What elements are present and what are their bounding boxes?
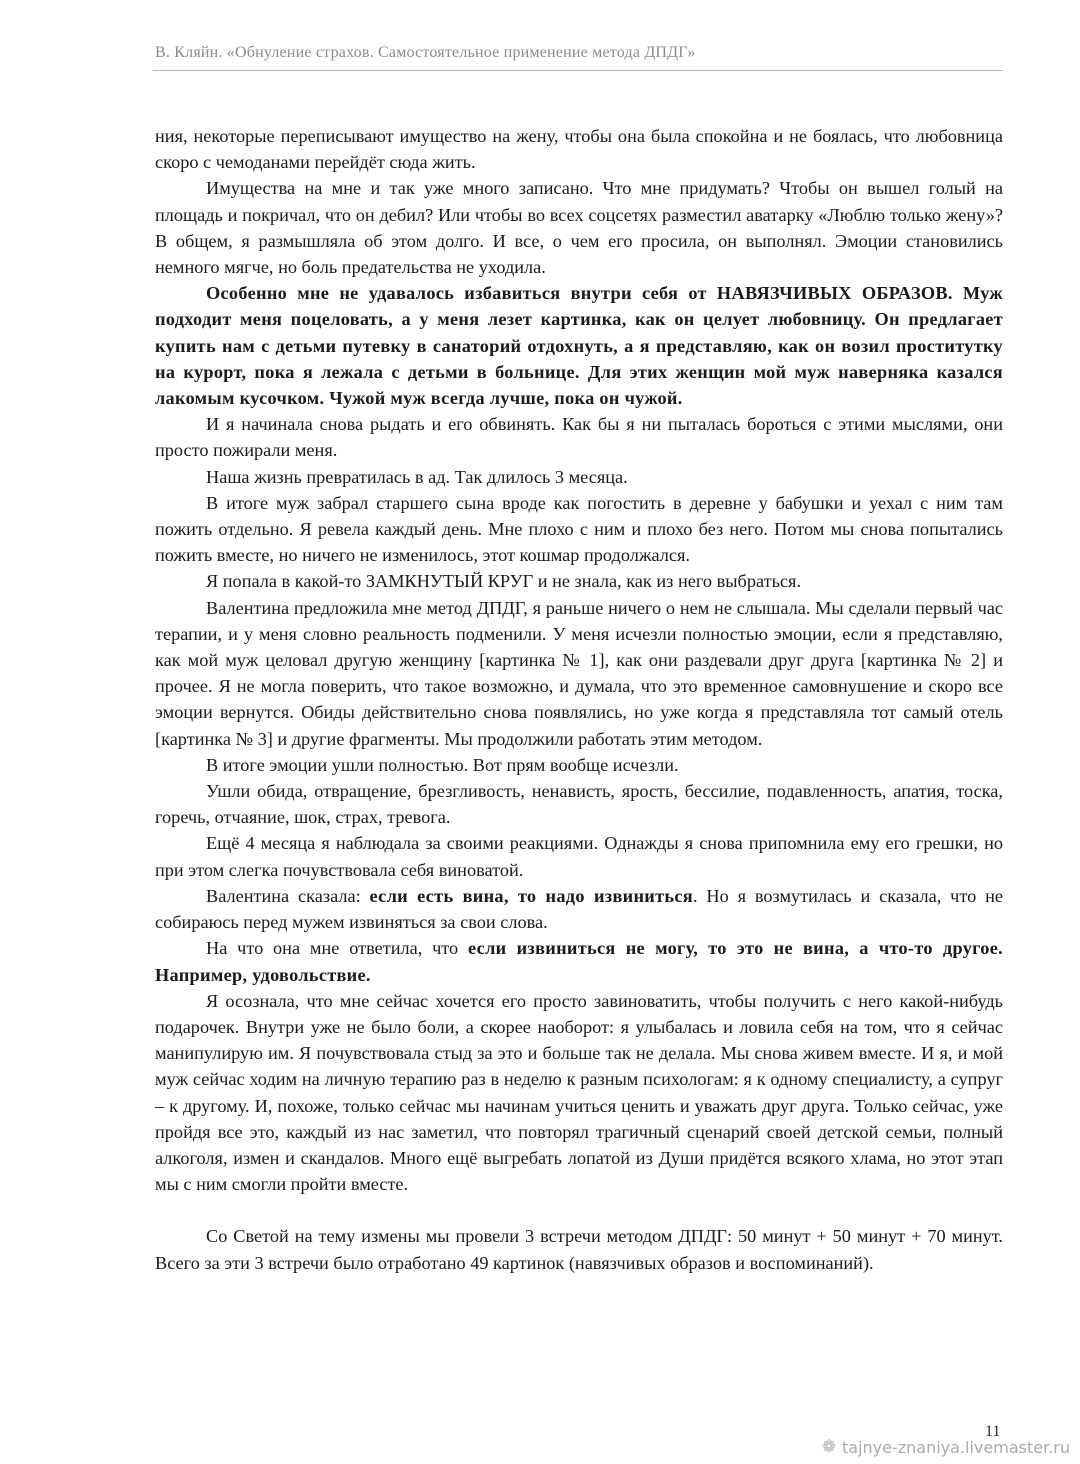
paragraph [155, 1223, 1003, 1275]
watermark [822, 1437, 1070, 1457]
text-run: Ушли обида, отвращение, брезгливость, ненависть, ярость, бессилие, подавленность, апатия, тоска, горечь, отчаяние, шок, страх, тревога. [155, 781, 1003, 828]
paragraph [155, 175, 1003, 280]
text-run: Со Светой на тему измены мы провели 3 встречи методом ДПДГ: 50 минут + 50 минут + 70 минут. Всего за эти 3 встречи было отработано 49 картинок (навязчивых образов и воспоминаний). [155, 1226, 1003, 1273]
paragraph [155, 123, 1003, 175]
page-number: 11 [985, 1423, 1001, 1440]
text-run: На что она мне ответила, что [206, 938, 469, 959]
text-run: . Но я возмутилась и сказала, что не собираюсь перед мужем извиняться за свои слова. [155, 885, 1003, 933]
text-run: ния, некоторые переписывают имущество на жену, чтобы она была спокойна и не боялась, что любовница скоро с чемоданами перейдёт сюда жить. [155, 126, 1003, 173]
paragraph [155, 935, 1003, 987]
text-run: И я начинала снова рыдать и его обвинять. Как бы я ни пыталась бороться с этими мыслями, они просто пожирали меня. [155, 414, 1003, 461]
text-run: Я осознала, что мне сейчас хочется его просто завиноватить, чтобы получить с него какой-нибудь подарочек. Внутри уже не было боли, а скорее наоборот: я улыбалась и ловила себя на том, что я сейчас манипулирую им. Я почувствовала стыд за это и больше так не делала. Мы снова живем вместе. И я, и мой муж сейчас ходим на личную терапию раз в неделю к разным психологам: я к одному специалисту, а супруг – к другому. И, похоже, только сейчас мы начинам учиться ценить и уважать друг друга. Только сейчас, уже пройдя все это, каждый из нас заметил, что повторял трагичный сценарий своей детской семьи, полный алкоголя, измен и скандалов. Много ещё выгребать лопатой из Души придётся всякого хлама, но этот этап мы с ним смогли пройти вместе. [155, 990, 1003, 1195]
paragraph [155, 988, 1003, 1198]
text-run: Имущества на мне и так уже много записано. Что мне придумать? Чтобы он вышел голый на площадь и покричал, что он дебил? Или чтобы во всех соцсетях разместил аватарку «Люблю только жену»? В общем, я размышляла об этом долго. И все, о чем его просила, он выполнял. Эмоции становились немного мягче, но боль предательства не уходила. [155, 178, 1003, 278]
paragraph [155, 280, 1003, 411]
paragraph [155, 490, 1003, 569]
bold-text: Особенно мне не удавалось избавиться внутри себя от НАВЯЗЧИВЫХ ОБРАЗОВ. Муж подходит меня поцеловать, а у меня лезет картинка, как он целует любовницу. Он предлагает купить нам с детьми путевку в санаторий отдохнуть, а я представляю, как он возил проститутку на курорт, пока я лежала с детьми в больнице. Для этих женщин мой муж наверняка казался лакомым кусочком. Чужой муж всегда лучше, пока он чужой. [155, 283, 1003, 409]
watermark-text: tajnye-znaniya.livemaster.ru [842, 1437, 1070, 1457]
paragraph [155, 411, 1003, 463]
bold-text: если есть вина, то надо извиниться [369, 885, 693, 906]
text-run: В итоге муж забрал старшего сына вроде как погостить в деревне у бабушки и уехал с ним там пожить отдельно. Я ревела каждый день. Мне плохо с ним и плохо без него. Потом мы снова попытались пожить вместе, но ничего не изменилось, этот кошмар продолжался. [155, 492, 1003, 566]
paragraph [155, 883, 1003, 935]
paragraph [155, 778, 1003, 830]
paragraph [155, 568, 1003, 594]
text-run: Я попала в какой-то ЗАМКНУТЫЙ КРУГ и не знала, как из него выбраться. [206, 571, 802, 592]
text-run: Ещё 4 месяца я наблюдала за своими реакциями. Однажды я снова припомнила ему его грешки, но при этом слегка почувствовала себя виноватой. [155, 833, 1003, 880]
text-run: В итоге эмоции ушли полностью. Вот прям вообще исчезли. [206, 754, 679, 775]
paragraph [155, 752, 1003, 778]
paragraph [155, 830, 1003, 882]
body-text [155, 123, 1003, 1276]
text-run: Валентина предложила мне метод ДПДГ, я раньше ничего о нем не слышала. Мы сделали первый час терапии, и у меня словно реальность подменили. У меня исчезли полностью эмоции, если я представляю, как мой муж целовал другую женщину [картинка № 1], как они раздевали друг друга [картинка № 2] и прочее. Я не могла поверить, что такое возможно, и думала, что это временное самовнушение и скоро все эмоции вернутся. Обиды действительно снова появлялись, но уже когда я представляла тот самый отель [картинка № 3] и другие фрагменты. Мы продолжили работать этим методом. [155, 597, 1003, 749]
running-header: В. Кляйн. «Обнуление страхов. Самостоятельное применение метода ДПДГ» [155, 44, 696, 61]
flower-icon: ❁ [821, 1437, 836, 1457]
text-run: Наша жизнь превратилась в ад. Так длилось 3 месяца. [206, 466, 628, 487]
header-divider [153, 70, 1003, 71]
paragraph [155, 595, 1003, 752]
bold-text: если извиниться не могу, то это не вина, а что-то другое. Например, удовольствие. [155, 938, 1004, 985]
text-run: Валентина сказала: [206, 885, 370, 906]
paragraph [155, 464, 1003, 490]
